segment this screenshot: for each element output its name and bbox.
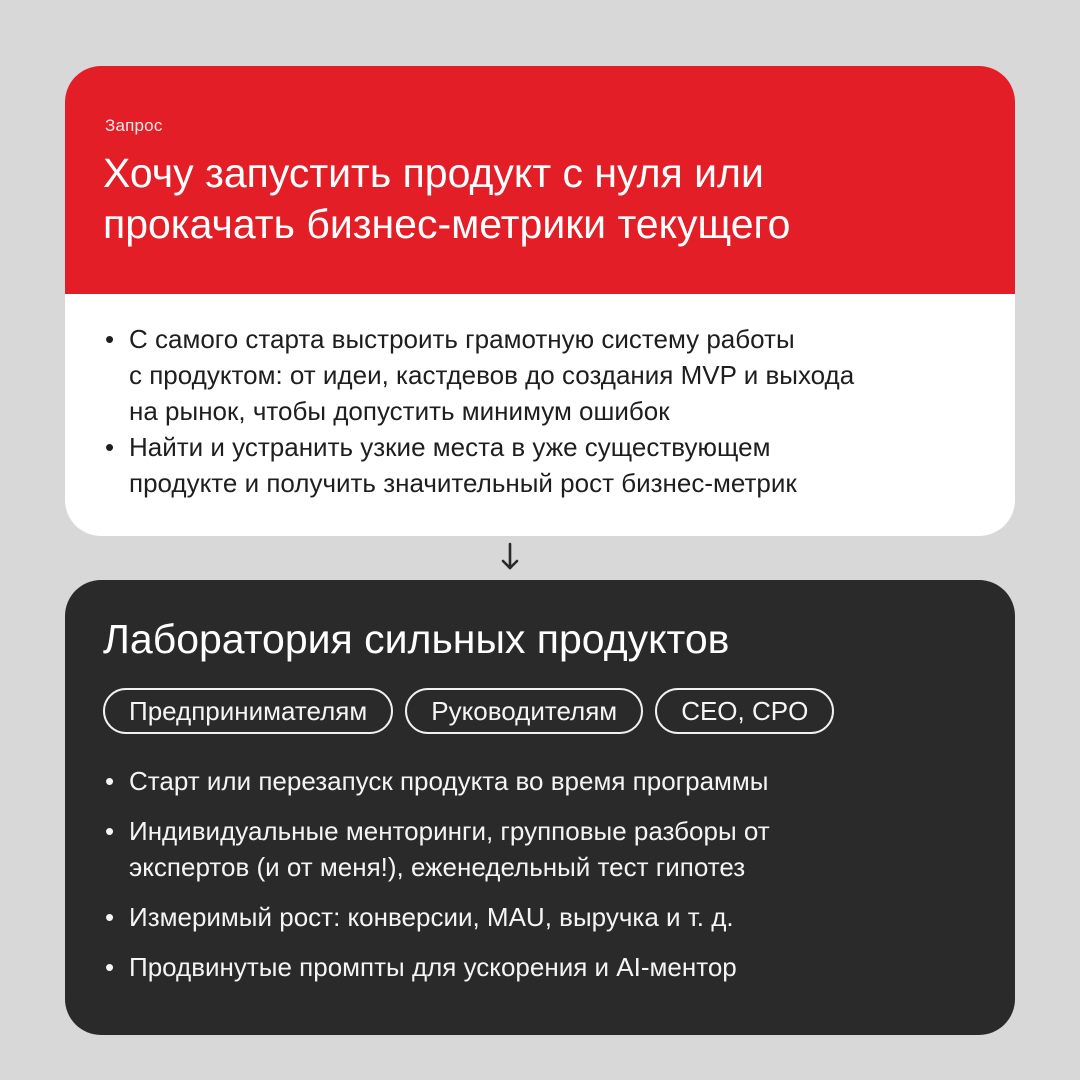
request-headline-line-2: прокачать бизнес-метрики текущего (103, 201, 791, 247)
tag-entrepreneurs: Предпринимателям (103, 688, 393, 734)
request-points (105, 321, 985, 501)
program-card (65, 580, 1015, 1035)
arrow-down-icon (496, 538, 524, 576)
audience-tags (103, 688, 834, 734)
request-card (65, 66, 1015, 536)
request-point: • Найти и устранить узкие места в уже существующем продукте и получить значительный рост бизнес-метрик (105, 429, 985, 501)
program-point: • Измеримый рост: конверсии, MAU, выручка и т. д. (105, 899, 985, 935)
program-point: • Индивидуальные менторинги, групповые разборы от экспертов (и от меня!), еженедельный тест гипотез (105, 813, 985, 885)
tag-ceo-cpo: CEO, CPO (655, 688, 834, 734)
request-headline-line-1: Хочу запустить продукт с нуля или (103, 150, 764, 196)
program-points (105, 763, 985, 999)
request-label: Запрос (105, 116, 163, 135)
program-point: • Старт или перезапуск продукта во время программы (105, 763, 985, 799)
request-point: • С самого старта выстроить грамотную систему работы с продуктом: от идеи, кастдевов до создания MVP и выхода на рынок, чтобы допустить минимум ошибок (105, 321, 985, 429)
request-headline (103, 148, 983, 250)
program-title: Лаборатория сильных продуктов (103, 616, 730, 662)
program-point: • Продвинутые промпты для ускорения и AI-ментор (105, 949, 985, 985)
request-header (65, 66, 1015, 294)
tag-managers: Руководителям (405, 688, 643, 734)
